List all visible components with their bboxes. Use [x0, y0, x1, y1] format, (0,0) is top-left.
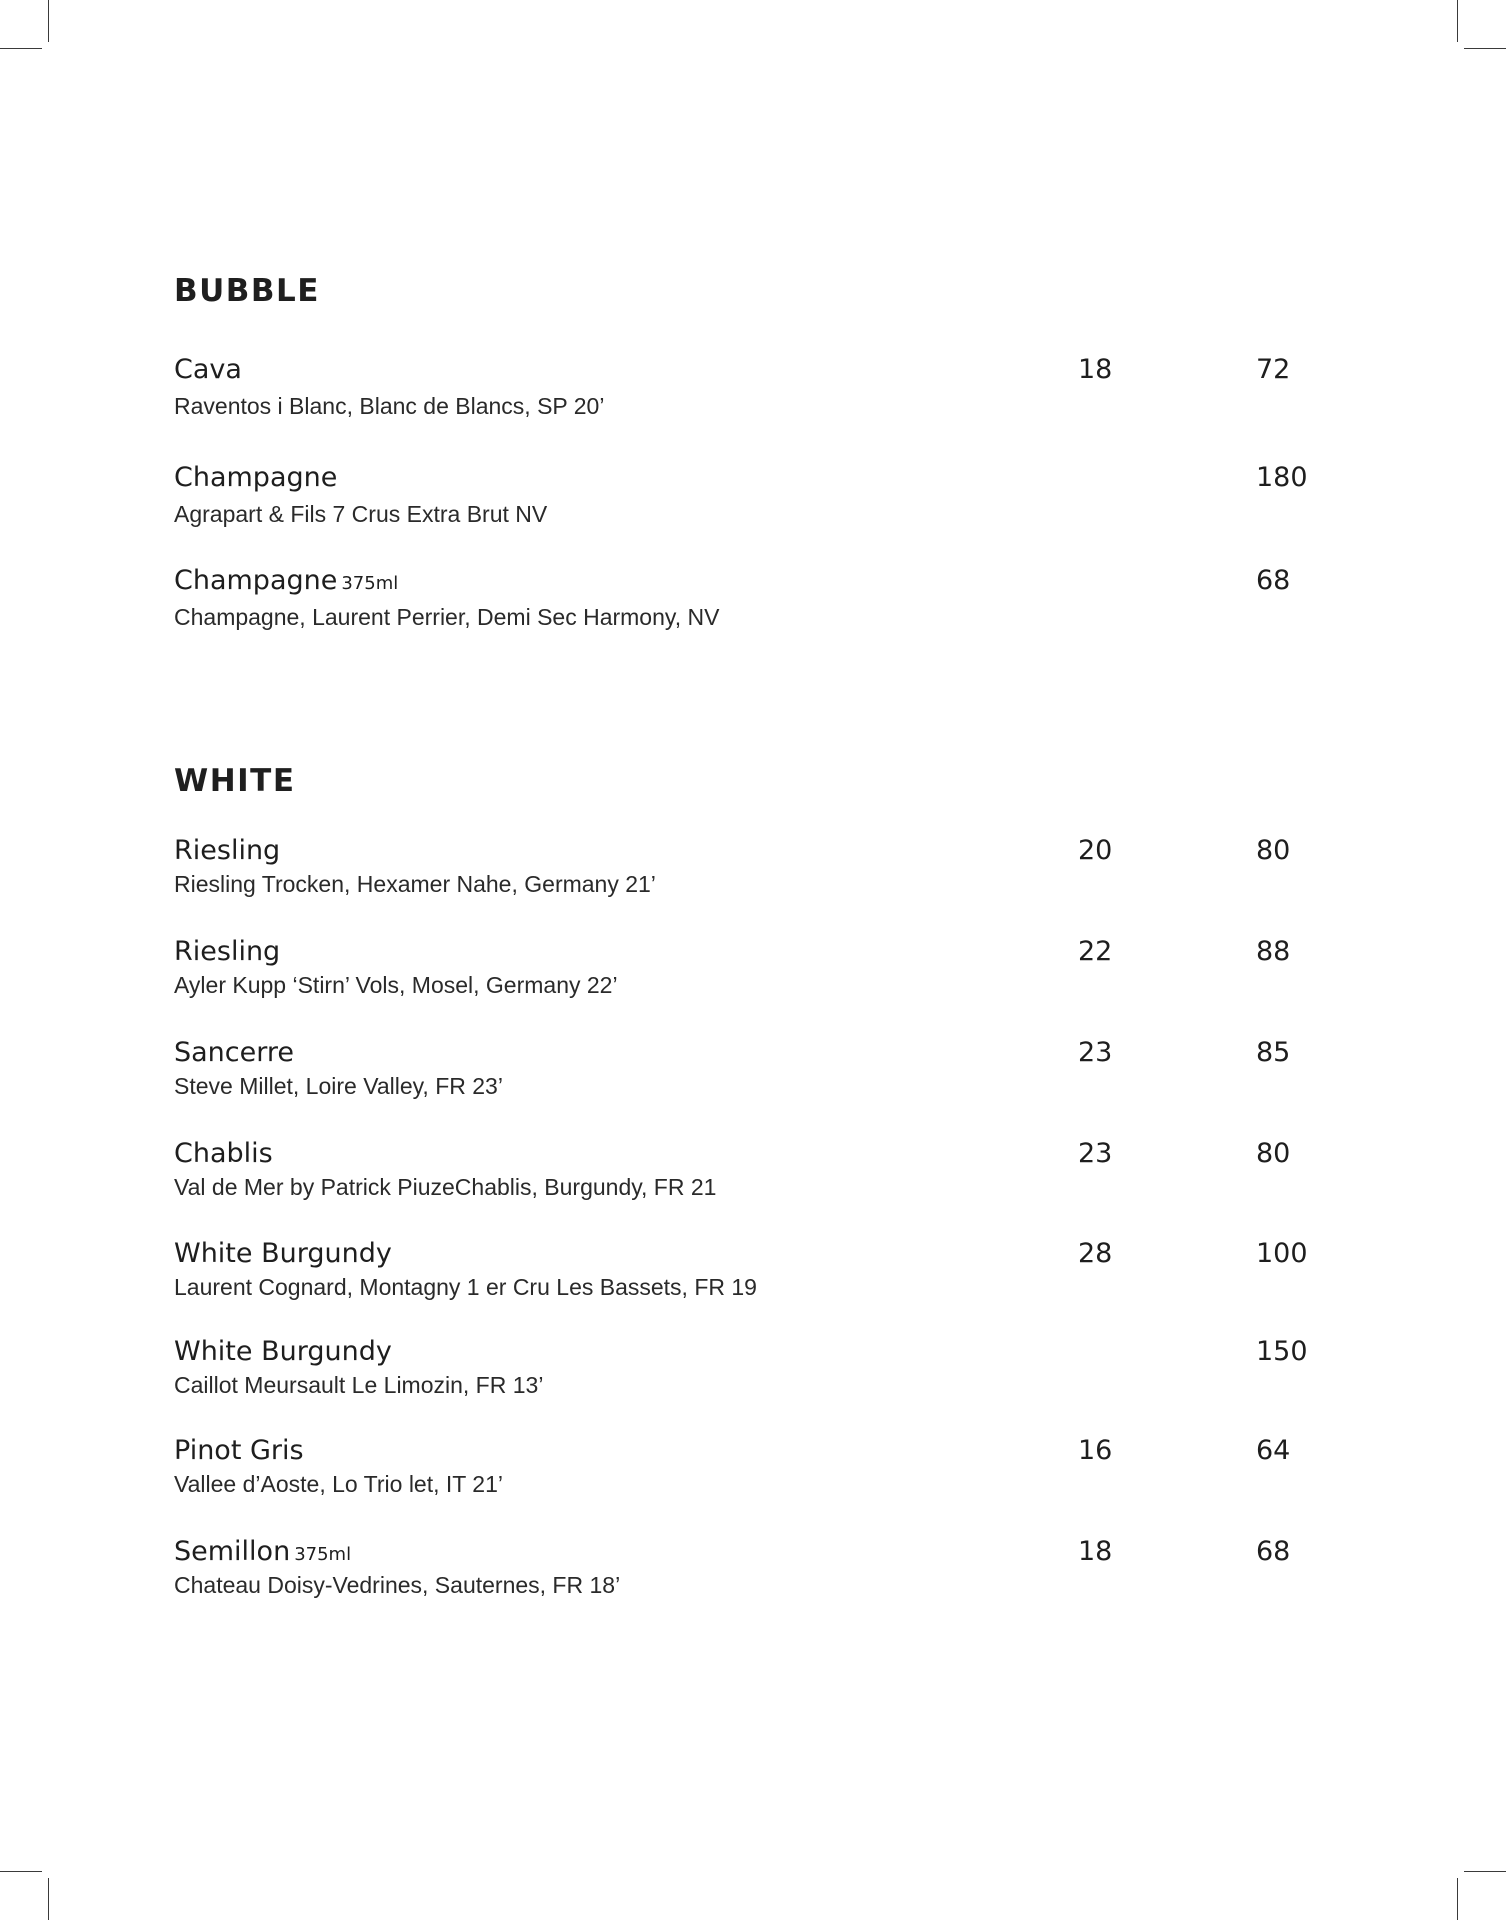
item-name: White Burgundy — [174, 1238, 392, 1269]
menu-item — [174, 1437, 1334, 1507]
item-description: Agrapart & Fils 7 Crus Extra Brut NV — [174, 501, 548, 527]
menu-item — [174, 938, 1334, 1008]
crop-mark — [1464, 1871, 1506, 1872]
menu-item — [174, 567, 1334, 637]
item-name: Sancerre — [174, 1037, 294, 1068]
crop-mark — [0, 48, 42, 49]
item-description: Steve Millet, Loire Valley, FR 23’ — [174, 1073, 503, 1099]
crop-mark — [1457, 1878, 1458, 1920]
menu-item — [174, 464, 1334, 534]
price-bottle: 180 — [1256, 462, 1308, 493]
item-size-note: 375ml — [341, 573, 399, 594]
menu-item — [174, 1538, 1334, 1608]
menu-item — [174, 1140, 1334, 1210]
item-description: Caillot Meursault Le Limozin, FR 13’ — [174, 1372, 544, 1398]
menu-item — [174, 356, 1334, 426]
item-name: Champagne 375ml — [174, 565, 399, 596]
item-description: Ayler Kupp ‘Stirn’ Vols, Mosel, Germany 22’ — [174, 972, 618, 998]
menu-item — [174, 1338, 1334, 1408]
price-bottle: 64 — [1256, 1435, 1291, 1466]
item-name: White Burgundy — [174, 1336, 392, 1367]
section-title-bubble: BUBBLE — [174, 273, 320, 309]
item-name: Champagne — [174, 462, 338, 493]
price-glass: 18 — [1078, 354, 1113, 385]
price-bottle: 72 — [1256, 354, 1291, 385]
menu-item — [174, 1240, 1334, 1310]
price-bottle: 80 — [1256, 835, 1291, 866]
price-bottle: 150 — [1256, 1336, 1308, 1367]
item-description: Val de Mer by Patrick PiuzeChablis, Burgundy, FR 21 — [174, 1174, 717, 1200]
wine-menu — [174, 0, 1334, 1920]
price-bottle: 100 — [1256, 1238, 1308, 1269]
price-glass: 23 — [1078, 1037, 1113, 1068]
section-title-white: WHITE — [174, 763, 296, 799]
item-description: Chateau Doisy-Vedrines, Sauternes, FR 18’ — [174, 1572, 621, 1598]
item-name: Semillon 375ml — [174, 1536, 352, 1567]
item-name: Riesling — [174, 936, 281, 967]
price-glass: 22 — [1078, 936, 1113, 967]
price-bottle: 68 — [1256, 565, 1291, 596]
item-description: Champagne, Laurent Perrier, Demi Sec Harmony, NV — [174, 604, 720, 630]
price-bottle: 80 — [1256, 1138, 1291, 1169]
crop-mark — [0, 1871, 42, 1872]
item-size-note: 375ml — [294, 1544, 352, 1565]
price-glass: 23 — [1078, 1138, 1113, 1169]
crop-mark — [1457, 0, 1458, 42]
price-glass: 18 — [1078, 1536, 1113, 1567]
item-name: Pinot Gris — [174, 1435, 304, 1466]
crop-mark — [1464, 48, 1506, 49]
crop-mark — [48, 1878, 49, 1920]
item-name: Chablis — [174, 1138, 273, 1169]
price-glass: 16 — [1078, 1435, 1113, 1466]
price-bottle: 85 — [1256, 1037, 1291, 1068]
menu-item — [174, 1039, 1334, 1109]
price-bottle: 68 — [1256, 1536, 1291, 1567]
item-description: Laurent Cognard, Montagny 1 er Cru Les Bassets, FR 19 — [174, 1274, 757, 1300]
crop-mark — [48, 0, 49, 42]
price-glass: 28 — [1078, 1238, 1113, 1269]
menu-item — [174, 837, 1334, 907]
item-description: Raventos i Blanc, Blanc de Blancs, SP 20’ — [174, 393, 605, 419]
item-description: Vallee d’Aoste, Lo Trio let, IT 21’ — [174, 1471, 503, 1497]
item-description: Riesling Trocken, Hexamer Nahe, Germany 21’ — [174, 871, 656, 897]
price-bottle: 88 — [1256, 936, 1291, 967]
item-name: Cava — [174, 354, 242, 385]
item-name: Riesling — [174, 835, 281, 866]
price-glass: 20 — [1078, 835, 1113, 866]
